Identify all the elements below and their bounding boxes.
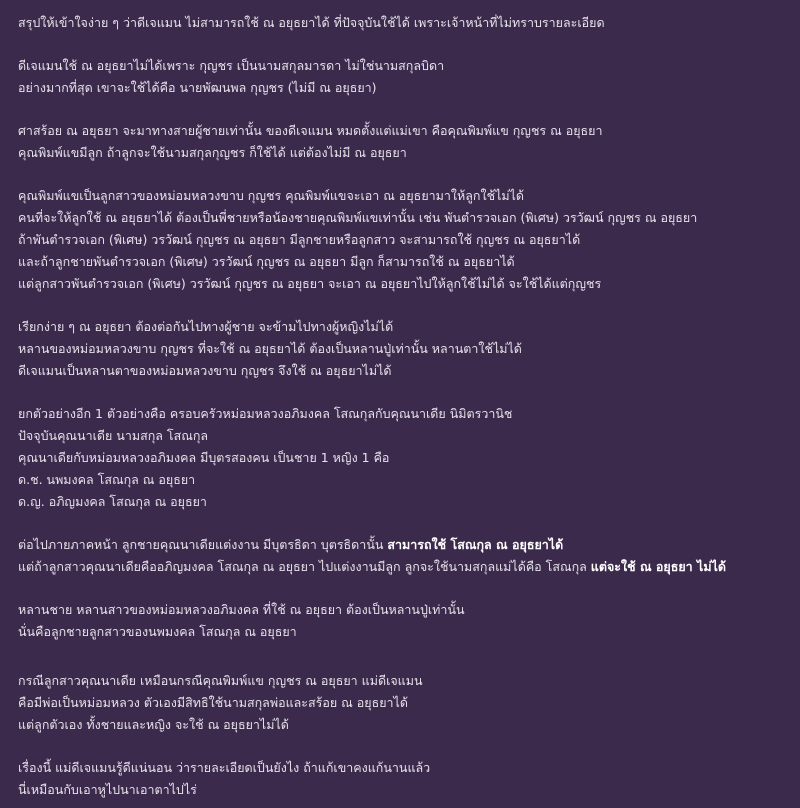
text-line: นี่เหมือนกับเอาหูไปนาเอาตาไปไร่: [18, 782, 197, 797]
text-line: หลานของหม่อมหลวงขาบ กุญชร ที่จะใช้ ณ อยุธยาได้ ต้องเป็นหลานปู่เท่านั้น หลานตาใช้ไม่ได้: [18, 341, 522, 356]
text-line: หลานชาย หลานสาวของหม่อมหลวงอภิมงคล ที่ใช้ ณ อยุธยา ต้องเป็นหลานปู่เท่านั้น: [18, 602, 465, 617]
text-line: ด.ช. นพมงคล โสณกุล ณ อยุธยา: [18, 472, 196, 487]
text-line: ถ้าพันตำรวจเอก (พิเศษ) วรวัฒน์ กุญชร ณ อยุธยา มีลูกชายหรือลูกสาว จะสามารถใช้ กุญชร ณ อยุธยาได้: [18, 232, 581, 247]
text-line: ต่อไปภายภาคหน้า ลูกชายคุณนาเดียแต่งงาน มีบุตรธิดา บุตรธิดานั้น สามารถใช้ โสณกุล ณ อยุธยาได้: [18, 537, 564, 552]
paragraph-10: [18, 757, 790, 801]
paragraph-5: [18, 316, 790, 382]
text-line: เรื่องนี้ แม่ดีเจแมนรู้ดีแน่นอน ว่ารายละเอียดเป็นยังไง ถ้าแก้เขาคงแก้นานแล้ว: [18, 760, 431, 775]
text-line: คือมีพ่อเป็นหม่อมหลวง ตัวเองมีสิทธิใช้นามสกุลพ่อและสร้อย ณ อยุธยาได้: [18, 695, 408, 710]
text-line: คนที่จะให้ลูกใช้ ณ อยุธยาได้ ต้องเป็นพี่ชายหรือน้องชายคุณพิมพ์แขเท่านั้น เช่น พันตำรวจเอก (พิเศษ) วรวัฒน์ กุญชร ณ อยุธยา: [18, 210, 698, 225]
text-line: ยกตัวอย่างอีก 1 ตัวอย่างคือ ครอบครัวหม่อมหลวงอภิมงคล โสณกุลกับคุณนาเดีย นิมิตรวานิช: [18, 406, 513, 421]
text-line: อย่างมากที่สุด เขาจะใช้ได้คือ นายพัฒนพล กุญชร (ไม่มี ณ อยุธยา): [18, 80, 377, 95]
bold-text: แต่จะใช้ ณ อยุธยา ไม่ได้: [590, 559, 726, 574]
paragraph-9: [18, 670, 790, 736]
paragraph-6: [18, 403, 790, 513]
text-line: ด.ญ. อภิญมงคล โสณกุล ณ อยุธยา: [18, 494, 207, 509]
text-line: กรณีลูกสาวคุณนาเดีย เหมือนกรณีคุณพิมพ์แข กุญชร ณ อยุธยา แม่ดีเจแมน: [18, 673, 423, 688]
text-line: แต่ลูกสาวพันตำรวจเอก (พิเศษ) วรวัฒน์ กุญชร ณ อยุธยา จะเอา ณ อยุธยาไปให้ลูกใช้ไม่ได้ จะใช้ได้แต่กุญชร: [18, 276, 602, 291]
bold-text: สามารถใช้ โสณกุล ณ อยุธยาได้: [387, 537, 564, 552]
paragraph-8: [18, 599, 790, 643]
paragraph-1: [18, 12, 790, 34]
text-line: ปัจจุบันคุณนาเดีย นามสกุล โสณกุล: [18, 428, 209, 443]
text-line: แต่ลูกตัวเอง ทั้งชายและหญิง จะใช้ ณ อยุธยาไม่ได้: [18, 717, 289, 732]
paragraph-4: [18, 185, 790, 295]
text-line: แต่ถ้าลูกสาวคุณนาเดียคืออภิญมงคล โสณกุล ณ อยุธยา ไปแต่งงานมีลูก ลูกจะใช้นามสกุลแม่ได้คือ โสณกุล แต่จะใช้ ณ อยุธยา ไม่ได้: [18, 559, 726, 574]
paragraph-2: [18, 55, 790, 99]
text-line: คุณนาเดียกับหม่อมหลวงอภิมงคล มีบุตรสองคน เป็นชาย 1 หญิง 1 คือ: [18, 450, 390, 465]
text-line: ศาสร้อย ณ อยุธยา จะมาทางสายผู้ชายเท่านั้น ของดีเจแมน หมดตั้งแต่แม่เขา คือคุณพิมพ์แข กุญชร ณ อยุธยา: [18, 123, 603, 138]
text-line: ดีเจแมนเป็นหลานตาของหม่อมหลวงขาบ กุญชร จึงใช้ ณ อยุธยาไม่ได้: [18, 363, 392, 378]
text-line: และถ้าลูกชายพันตำรวจเอก (พิเศษ) วรวัฒน์ กุญชร ณ อยุธยา มีลูก ก็สามารถใช้ ณ อยุธยาได้: [18, 254, 515, 269]
text-line: ดีเจแมนใช้ ณ อยุธยาไม่ได้เพราะ กุญชร เป็นนามสกุลมารดา ไม่ใช่นามสกุลบิดา: [18, 58, 445, 73]
paragraph-7: [18, 534, 790, 578]
text-line: คุณพิมพ์แขเป็นลูกสาวของหม่อมหลวงขาบ กุญชร คุณพิมพ์แขจะเอา ณ อยุธยามาให้ลูกใช้ไม่ได้: [18, 188, 525, 203]
text-line: สรุปให้เข้าใจง่าย ๆ ว่าดีเจแมน ไม่สามารถใช้ ณ อยุธยาได้ ที่ปัจจุบันใช้ได้ เพราะเจ้าหน้าที่ไม่ทราบรายละเอียด: [18, 15, 605, 30]
text-line: นั่นคือลูกชายลูกสาวของนพมงคล โสณกุล ณ อยุธยา: [18, 624, 297, 639]
text-line: เรียกง่าย ๆ ณ อยุธยา ต้องต่อกันไปทางผู้ชาย จะข้ามไปทางผู้หญิงไม่ได้: [18, 319, 394, 334]
paragraph-3: [18, 120, 790, 164]
text-line: คุณพิมพ์แขมีลูก ถ้าลูกจะใช้นามสกุลกุญชร ก็ใช้ได้ แต่ต้องไม่มี ณ อยุธยา: [18, 145, 407, 160]
